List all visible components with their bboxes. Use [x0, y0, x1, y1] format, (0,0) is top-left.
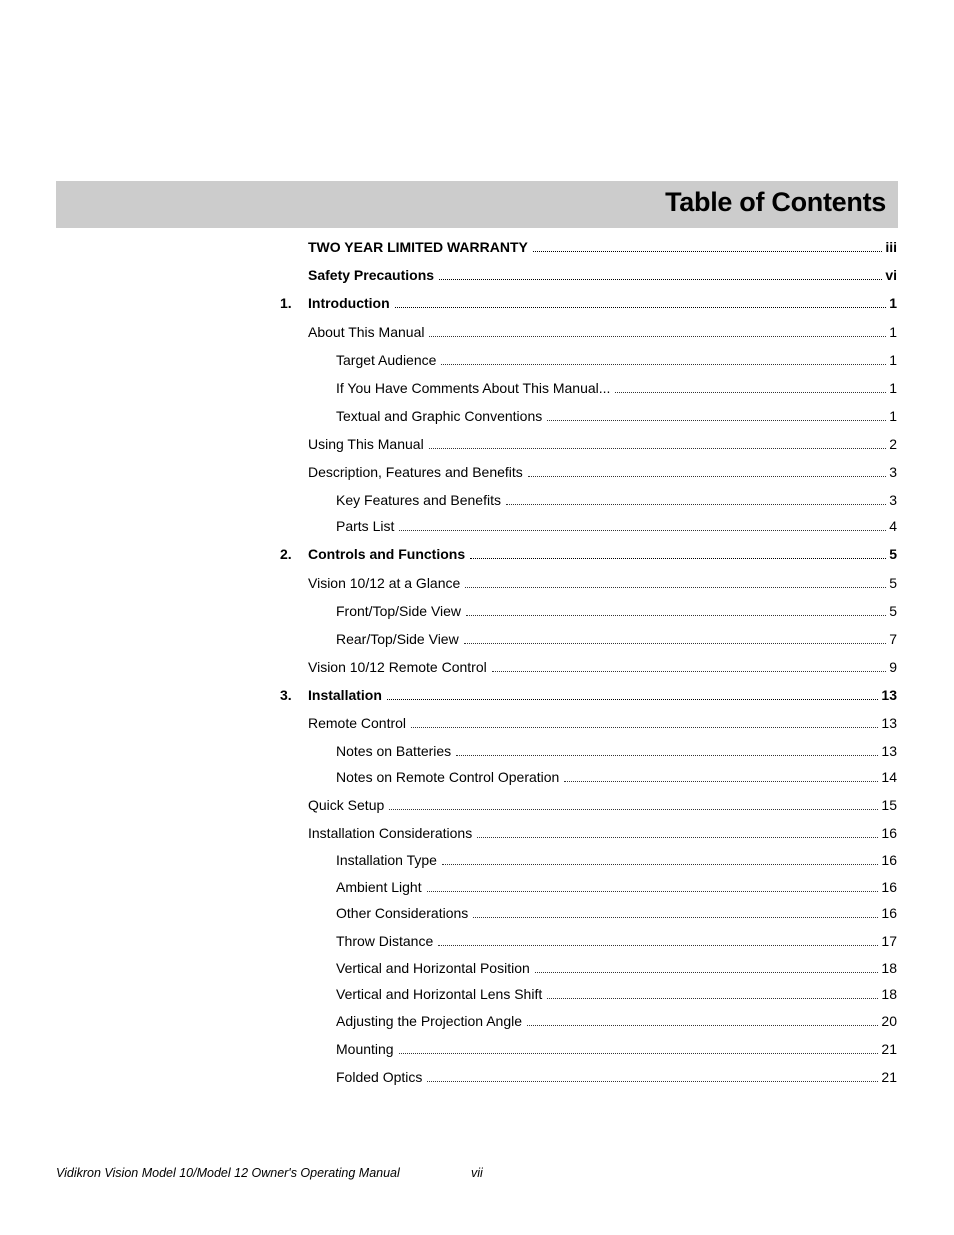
dot-leader	[473, 916, 878, 918]
toc-entry-label: Quick Setup	[308, 797, 385, 813]
toc-entry-page: 14	[881, 769, 897, 785]
toc-entry[interactable]	[308, 574, 897, 592]
toc-entry-page: vi	[885, 267, 897, 283]
toc-entry[interactable]	[336, 851, 897, 869]
toc-entry[interactable]	[280, 266, 897, 284]
toc-entry-label: Controls and Functions	[308, 546, 466, 562]
toc-entry-page: 13	[881, 743, 897, 759]
dot-leader	[492, 670, 886, 672]
toc-entry-page: 13	[881, 715, 897, 731]
toc-entry-label: TWO YEAR LIMITED WARRANTY	[308, 239, 528, 255]
toc-entry-label: Other Considerations	[336, 905, 469, 921]
toc-entry-label: Using This Manual	[308, 436, 424, 452]
toc-entry[interactable]	[336, 351, 897, 369]
toc-entry-number: 1.	[280, 295, 292, 311]
toc-entry-page: 5	[889, 546, 897, 562]
toc-entry-label: Vertical and Horizontal Lens Shift	[336, 986, 543, 1002]
toc-entry-page: 2	[889, 436, 897, 452]
toc-entry-label: Notes on Remote Control Operation	[336, 769, 560, 785]
toc-entry-page: 18	[881, 960, 897, 976]
toc-entry[interactable]	[280, 686, 897, 704]
toc-entry-page: 1	[889, 295, 897, 311]
toc-entry-page: 16	[881, 879, 897, 895]
dot-leader	[389, 808, 878, 810]
toc-entry[interactable]	[336, 407, 897, 425]
toc-entry-label: Folded Optics	[336, 1069, 423, 1085]
toc-entry-page: 16	[881, 905, 897, 921]
toc-entry[interactable]	[336, 1040, 897, 1058]
toc-entry-page: 21	[881, 1041, 897, 1057]
toc-entry-page: 16	[881, 825, 897, 841]
toc-entry-page: 18	[881, 986, 897, 1002]
toc-entry[interactable]	[308, 323, 897, 341]
toc-entry[interactable]	[308, 714, 897, 732]
toc-entry-page: 5	[889, 575, 897, 591]
toc-entry[interactable]	[336, 742, 897, 760]
toc-entry-label: Notes on Batteries	[336, 743, 452, 759]
toc-entry-page: 13	[881, 687, 897, 703]
toc-entry[interactable]	[336, 630, 897, 648]
toc-entry-label: Front/Top/Side View	[336, 603, 462, 619]
toc-entry-number: 3.	[280, 687, 292, 703]
dot-leader	[441, 363, 886, 365]
toc-entry-label: Description, Features and Benefits	[308, 464, 523, 480]
dot-leader	[427, 890, 879, 892]
toc-entry-label: Introduction	[308, 295, 390, 311]
dot-leader	[466, 614, 886, 616]
toc-entry[interactable]	[336, 602, 897, 620]
toc-entry-page: 3	[889, 492, 897, 508]
toc-entry-page: iii	[885, 239, 897, 255]
toc-entry-label: Installation Considerations	[308, 825, 473, 841]
dot-leader	[527, 1024, 878, 1026]
dot-leader	[564, 780, 878, 782]
toc-entry-page: 21	[881, 1069, 897, 1085]
dot-leader	[615, 391, 886, 393]
toc-entry-label: Key Features and Benefits	[336, 492, 501, 508]
dot-leader	[395, 306, 887, 308]
toc-entry-page: 7	[889, 631, 897, 647]
toc-entry[interactable]	[280, 238, 897, 256]
toc-entry-label: Vision 10/12 at a Glance	[308, 575, 461, 591]
dot-leader	[456, 754, 878, 756]
toc-entry-label: Ambient Light	[336, 879, 422, 895]
dot-leader	[465, 586, 886, 588]
toc-entry-page: 17	[881, 933, 897, 949]
toc-entry[interactable]	[308, 463, 897, 481]
toc-entry[interactable]	[336, 985, 897, 1003]
page-title: Table of Contents	[665, 187, 886, 217]
toc-entry-page: 20	[881, 1013, 897, 1029]
toc-entry-label: Rear/Top/Side View	[336, 631, 459, 647]
toc-entry[interactable]	[308, 796, 897, 814]
dot-leader	[477, 836, 878, 838]
toc-entry-label: Parts List	[336, 518, 395, 534]
toc-entry-page: 4	[889, 518, 897, 534]
dot-leader	[399, 1052, 879, 1054]
dot-leader	[387, 698, 879, 700]
toc-entry-label: Remote Control	[308, 715, 407, 731]
toc-entry-label: Installation Type	[336, 852, 437, 868]
toc-entry[interactable]	[336, 517, 897, 535]
dot-leader	[464, 642, 887, 644]
toc-entry-page: 1	[889, 324, 897, 340]
toc-entry[interactable]	[308, 658, 897, 676]
toc-entry[interactable]	[308, 435, 897, 453]
dot-leader	[442, 863, 879, 865]
dot-leader	[547, 419, 886, 421]
toc-entry-label: Safety Precautions	[308, 267, 435, 283]
dot-leader	[439, 278, 882, 280]
toc-entry-number: 2.	[280, 546, 292, 562]
toc-entry-label: Mounting	[336, 1041, 394, 1057]
dot-leader	[429, 335, 886, 337]
toc-entry-label: If You Have Comments About This Manual...	[336, 380, 611, 396]
toc-entry[interactable]	[336, 1012, 897, 1030]
dot-leader	[411, 726, 878, 728]
toc-entry-page: 3	[889, 464, 897, 480]
toc-entry[interactable]	[336, 959, 897, 977]
toc-entry-label: Target Audience	[336, 352, 437, 368]
toc-entry-page: 5	[889, 603, 897, 619]
toc-entry-page: 1	[889, 408, 897, 424]
toc-entry-page: 1	[889, 380, 897, 396]
toc-entry[interactable]	[308, 824, 897, 842]
toc-entry[interactable]	[336, 491, 897, 509]
toc-entry-label: Textual and Graphic Conventions	[336, 408, 543, 424]
dot-leader	[470, 557, 886, 559]
toc-entry[interactable]	[336, 904, 897, 922]
toc-entry-label: Vertical and Horizontal Position	[336, 960, 530, 976]
toc-entry[interactable]	[336, 878, 897, 896]
footer-manual-title: Vidikron Vision Model 10/Model 12 Owner's Operating Manual	[56, 1166, 400, 1180]
dot-leader	[506, 503, 886, 505]
dot-leader	[399, 529, 886, 531]
dot-leader	[533, 250, 882, 252]
toc-entry-label: About This Manual	[308, 324, 425, 340]
dot-leader	[427, 1080, 878, 1082]
toc-entry[interactable]	[280, 294, 897, 312]
dot-leader	[528, 475, 886, 477]
toc-entry-page: 16	[881, 852, 897, 868]
toc-entry-label: Throw Distance	[336, 933, 434, 949]
toc-entry[interactable]	[336, 1068, 897, 1086]
toc-entry-page: 15	[881, 797, 897, 813]
footer-page-number: vii	[471, 1166, 483, 1180]
toc-entry[interactable]	[336, 379, 897, 397]
dot-leader	[535, 971, 879, 973]
dot-leader	[547, 997, 878, 999]
dot-leader	[438, 944, 878, 946]
dot-leader	[429, 447, 887, 449]
toc-entry-label: Vision 10/12 Remote Control	[308, 659, 487, 675]
toc-entry[interactable]	[336, 768, 897, 786]
toc-entry-page: 1	[889, 352, 897, 368]
toc-entry-page: 9	[889, 659, 897, 675]
toc-entry[interactable]	[280, 545, 897, 563]
toc-entry[interactable]	[336, 932, 897, 950]
toc-entry-label: Installation	[308, 687, 382, 703]
toc-entry-label: Adjusting the Projection Angle	[336, 1013, 523, 1029]
